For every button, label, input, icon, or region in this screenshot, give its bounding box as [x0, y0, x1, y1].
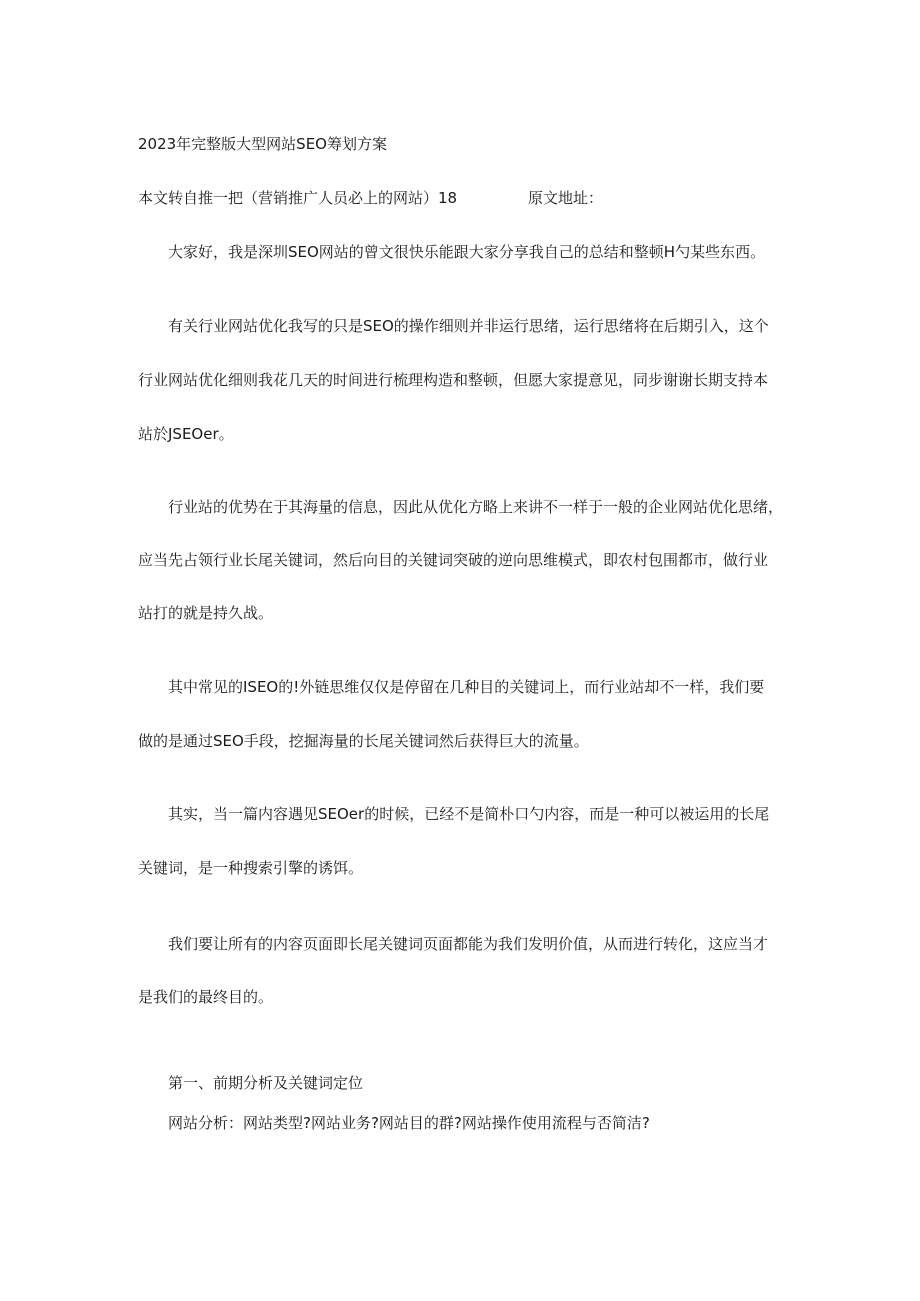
paragraph-6-line-1: 我们要让所有的内容页面即长尾关键词页面都能为我们发明价值，从而进行转化，这应当才 [168, 935, 769, 953]
source-text: 本文转自推一把（营销推广人员必上的网站）18 [138, 189, 458, 207]
paragraph-3-line-3: 站打的就是持久战。 [138, 604, 274, 622]
source-link-label: 原文地址： [528, 189, 604, 207]
paragraph-5-line-1: 其实，当一篇内容遇见SEOer的时候，已经不是简朴口勺内容，而是一种可以被运用的长尾 [168, 805, 770, 823]
paragraph-1-line-1: 大家好，我是深圳SEO网站的曾文很快乐能跟大家分享我自己的总结和整顿H勺某些东西。 [168, 243, 766, 261]
section-heading: 第一、前期分析及关键词定位 [168, 1074, 364, 1092]
paragraph-4-line-1: 其中常见的ISEO的!外链思维仅仅是停留在几种目的关键词上，而行业站却不一样，我们要 [168, 678, 765, 696]
paragraph-3-line-1: 行业站的优势在于其海量的信息，因此从优化方略上来讲不一样于一般的企业网站优化思绪， [168, 498, 784, 516]
paragraph-2-line-1: 有关行业网站优化我写的只是SEO的操作细则并非运行思绪，运行思绪将在后期引入，这个 [168, 317, 769, 335]
paragraph-6-line-2: 是我们的最终目的。 [138, 988, 274, 1006]
paragraph-2-line-2: 行业网站优化细则我花几天的时间进行梳理构造和整顿，但愿大家提意见，同步谢谢长期支持本 [138, 371, 769, 389]
section-line: 网站分析：网站类型?网站业务?网站目的群?网站操作使用流程与否简洁? [168, 1114, 650, 1132]
paragraph-5-line-2: 关键词，是一种搜索引擎的诱饵。 [138, 859, 364, 877]
document-title: 2023年完整版大型网站SEO筹划方案 [138, 135, 387, 153]
paragraph-3-line-2: 应当先占领行业长尾关键词，然后向目的关键词突破的逆向思维模式，即农村包围都市，做行业 [138, 551, 769, 569]
paragraph-4-line-2: 做的是通过SEO手段，挖掘海量的长尾关键词然后获得巨大的流量。 [138, 732, 589, 750]
paragraph-2-line-3: 站於JSEOer。 [138, 425, 234, 443]
